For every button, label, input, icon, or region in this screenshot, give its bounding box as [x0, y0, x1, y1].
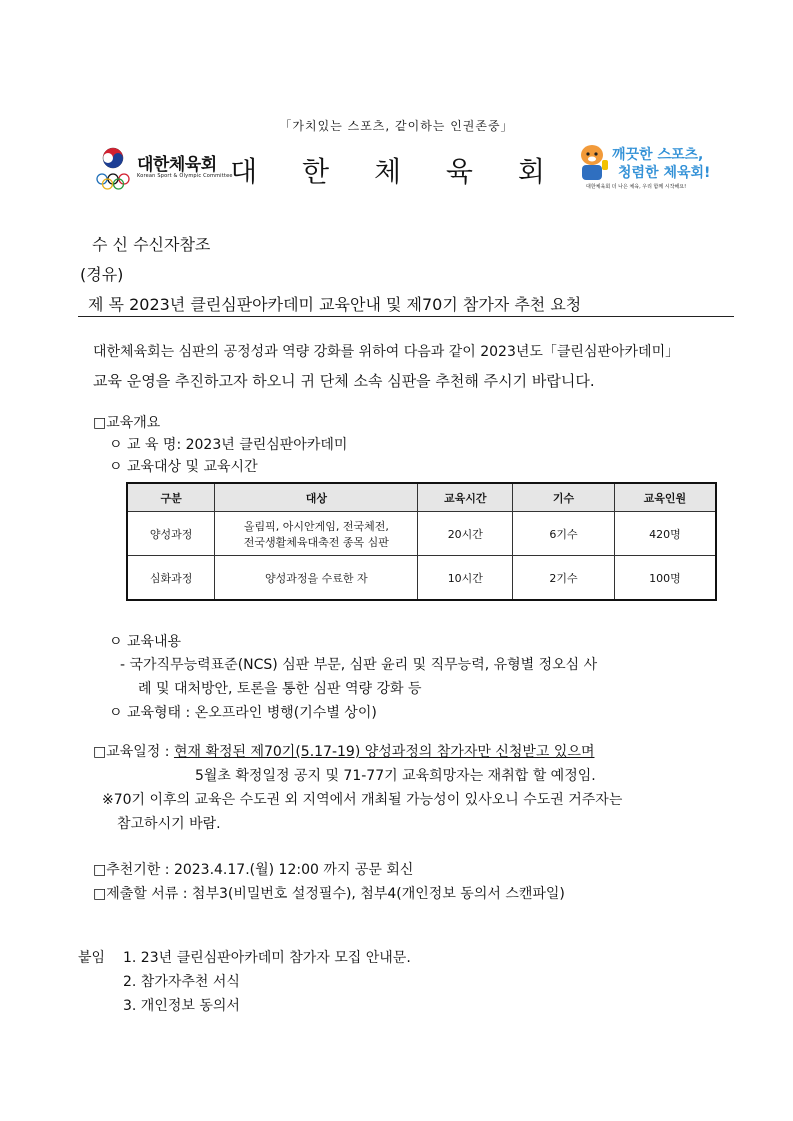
schedule-underlined: 현재 확정된 제70기(5.17-19) 양성과정의 참가자만 신청받고 있으며	[173, 744, 595, 760]
table-row	[127, 556, 716, 601]
table-header-cell: 교육인원	[614, 483, 716, 512]
subject-line: 제 목 2023년 클린심판아카데미 교육안내 및 제70기 참가자 추천 요청	[88, 295, 582, 314]
table-header-cell: 기수	[513, 483, 615, 512]
table-cell-hours: 10시간	[418, 556, 513, 601]
format-line: ㅇ 교육형태 : 온오프라인 병행(기수별 상이)	[109, 705, 377, 721]
deadline-line: □추천기한 : 2023.4.17.(월) 12:00 까지 공문 회신	[93, 862, 414, 878]
table-cell-target: 양성과정을 수료한 자	[215, 556, 418, 601]
table-cell-category: 심화과정	[127, 556, 215, 601]
attachment-item: 1. 23년 클린심판아카데미 참가자 모집 안내문.	[123, 950, 411, 966]
content-line-2: 례 및 대처방안, 토론을 통한 심판 역량 강화 등	[138, 681, 422, 697]
overview-heading: □교육개요	[93, 415, 161, 431]
target-time-line: ㅇ 교육대상 및 교육시간	[109, 459, 258, 475]
schedule-note-1: ※70기 이후의 교육은 수도권 외 지역에서 개최될 가능성이 있사오니 수도권 거주자는	[102, 792, 623, 808]
table-header-cell: 교육시간	[418, 483, 513, 512]
campaign-line2: 청렴한 체육회!	[618, 165, 711, 181]
target-line: 올림픽, 아시안게임, 전국체전,	[243, 519, 389, 533]
campaign-tagline: 대한체육회 더 나은 체육, 우리 함께 시작해요!	[586, 184, 687, 190]
table-cell-people: 100명	[614, 556, 716, 601]
content-heading: ㅇ 교육내용	[109, 634, 182, 650]
campaign-line1: 깨끗한 스포츠,	[612, 147, 704, 163]
campaign-logo	[574, 140, 724, 196]
schedule-note-2: 참고하시기 바람.	[117, 816, 221, 832]
recipient-line: 수 신 수신자참조	[92, 235, 211, 254]
table-cell-category: 양성과정	[127, 512, 215, 556]
org-logo-name-en: Korean Sport & Olympic Committee	[137, 173, 233, 179]
document-title: 대 한 체 육 회	[230, 155, 563, 188]
org-logo-name-kr: 대한체육회	[137, 155, 217, 175]
content-line-1: - 국가직무능력표준(NCS) 심판 부문, 심판 윤리 및 직무능력, 유형별 정오심 사	[120, 657, 598, 673]
intro-line-2: 교육 운영을 추진하고자 하오니 귀 단체 소속 심판을 추천해 주시기 바랍니다.	[93, 372, 595, 390]
schedule-line-2: 5월초 확정일정 공지 및 71-77기 교육희망자는 재취합 할 예정임.	[195, 768, 596, 784]
table-header-cell: 대상	[215, 483, 418, 512]
intro-line-1: 대한체육회는 심판의 공정성과 역량 강화를 위하여 다음과 같이 2023년도「클린심판아카데미」	[93, 344, 680, 360]
attachment-item: 3. 개인정보 동의서	[123, 998, 240, 1014]
schedule-line-1	[93, 741, 594, 761]
table-cell-sessions: 2기수	[513, 556, 615, 601]
table-row	[127, 512, 716, 556]
documents-line: □제출할 서류 : 첨부3(비밀번호 설정필수), 첨부4(개인정보 동의서 스캔파일)	[93, 886, 565, 902]
table-cell-target	[215, 512, 418, 556]
via-line: (경유)	[80, 265, 124, 284]
course-name-line: ㅇ 교 육 명: 2023년 클린심판아카데미	[109, 437, 348, 453]
header-divider	[78, 316, 734, 317]
table-cell-sessions: 6기수	[513, 512, 615, 556]
education-table	[126, 482, 717, 601]
attachments-label: 붙임	[78, 950, 106, 966]
table-cell-people: 420명	[614, 512, 716, 556]
table-header-row	[127, 483, 716, 512]
target-line: 전국생활체육대축전 종목 심판	[243, 535, 389, 549]
table-cell-hours: 20시간	[418, 512, 513, 556]
attachment-item: 2. 참가자추천 서식	[123, 974, 240, 990]
table-header-cell: 구분	[127, 483, 215, 512]
schedule-label: □교육일정 :	[93, 744, 174, 760]
slogan: 「가치있는 스포츠, 같이하는 인권존중」	[279, 119, 514, 133]
tiger-mascot-icon	[574, 142, 610, 184]
